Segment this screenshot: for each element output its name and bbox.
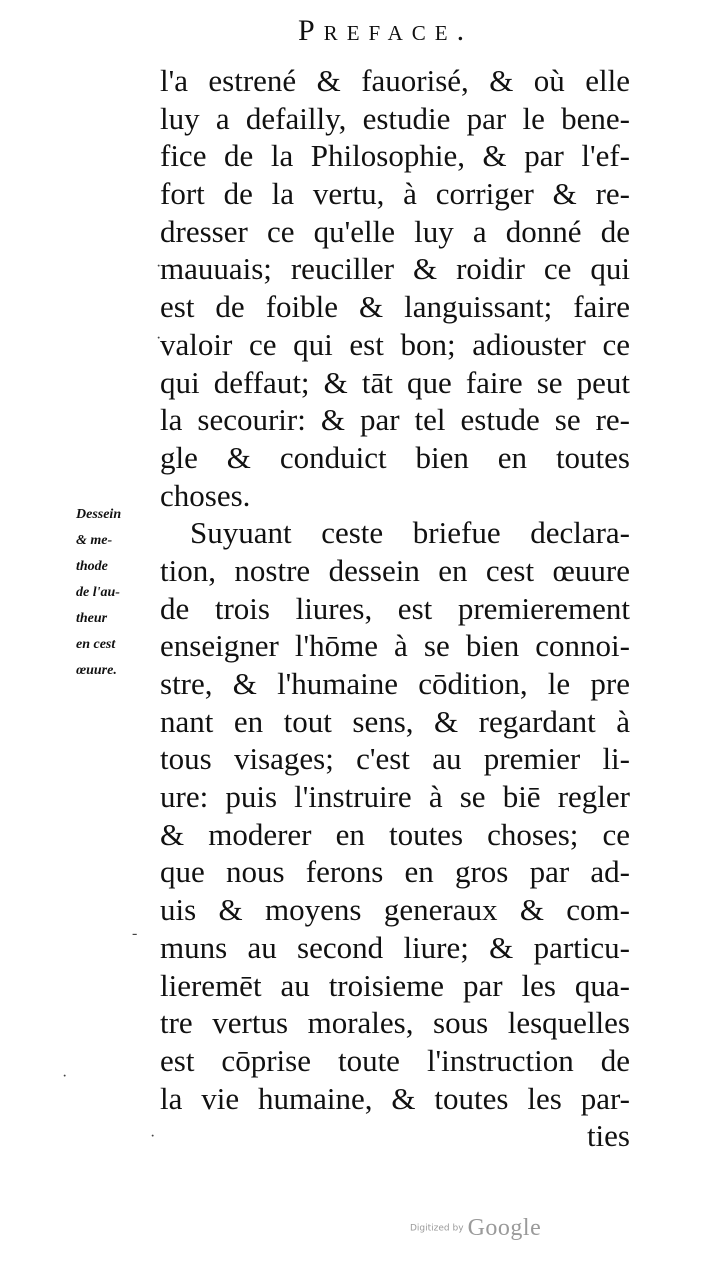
text-line: stre, & l'humaine cōdition, le pre <box>160 666 630 701</box>
text-line: muns au second liure; & particu- <box>160 929 630 965</box>
text-line: est cōprise toute l'instruction de <box>160 1042 630 1078</box>
text-line: de trois liures, est premierement <box>160 590 630 626</box>
text-line: tion, nostre dessein en cest œuure <box>160 552 630 588</box>
text-line: la vie humaine, & toutes les par- <box>160 1080 630 1116</box>
ink-speck: · <box>62 1068 68 1085</box>
margin-note-line: & me- <box>76 533 113 548</box>
text-line: que nous ferons en gros par ad- <box>160 854 630 890</box>
text-line: fice de la Philosophie, & par l'ef- <box>160 138 630 174</box>
text-line: choses. <box>160 477 251 513</box>
running-head: Preface. <box>298 14 474 47</box>
text-line: tous visages; c'est au premier li- <box>160 741 630 777</box>
text-line: qui deffaut; & tāt que faire se peut <box>160 364 630 400</box>
text-line: valoir ce qui est bon; adiouster ce <box>160 326 630 362</box>
text-line: enseigner l'hōme à se bien connoi- <box>160 628 630 664</box>
margin-note-line: Dessein <box>76 507 122 522</box>
margin-note-line: en cest <box>76 637 116 652</box>
body-text <box>160 62 630 1155</box>
ink-speck: · <box>150 1128 156 1145</box>
margin-note-line: de l'au- <box>76 585 120 600</box>
text-line: dresser ce qu'elle luy a donné de <box>160 213 630 249</box>
text-line: luy a defailly, estudie par le bene- <box>160 100 630 136</box>
text-line: nant en tout sens, & regardant à <box>160 703 630 739</box>
ink-speck: · <box>156 330 162 347</box>
text-line: est de foible & languissant; faire <box>160 289 630 325</box>
margin-note-line: theur <box>76 611 108 626</box>
catchword: ties <box>586 1118 630 1154</box>
ink-speck: · <box>156 258 162 275</box>
text-line: gle & conduict bien en toutes <box>160 439 630 475</box>
text-line: Suyuant ceste briefue declara- <box>190 515 630 551</box>
text-line: & moderer en toutes choses; ce <box>160 816 630 852</box>
watermark-prefix: Digitized by <box>410 1223 464 1234</box>
text-line: mauuais; reuciller & roidir ce qui <box>160 251 630 287</box>
google-logo: Google <box>467 1215 542 1241</box>
margin-note <box>76 502 160 684</box>
digitized-watermark <box>410 1215 541 1242</box>
text-line: l'a estrené & fauorisé, & où elle <box>160 63 630 98</box>
text-line: la secourir: & par tel estude se re- <box>160 402 630 438</box>
text-line: lieremēt au troisieme par les qua- <box>160 967 630 1003</box>
margin-note-line: œuure. <box>76 663 117 678</box>
text-line: tre vertus morales, sous lesquelles <box>160 1005 630 1041</box>
ink-speck: - <box>132 925 138 942</box>
text-line: fort de la vertu, à corriger & re- <box>160 176 630 212</box>
text-line: ure: puis l'instruire à se biē regler <box>160 779 630 815</box>
text-line: uis & moyens generaux & com- <box>160 892 630 928</box>
margin-note-line: thode <box>76 559 108 574</box>
